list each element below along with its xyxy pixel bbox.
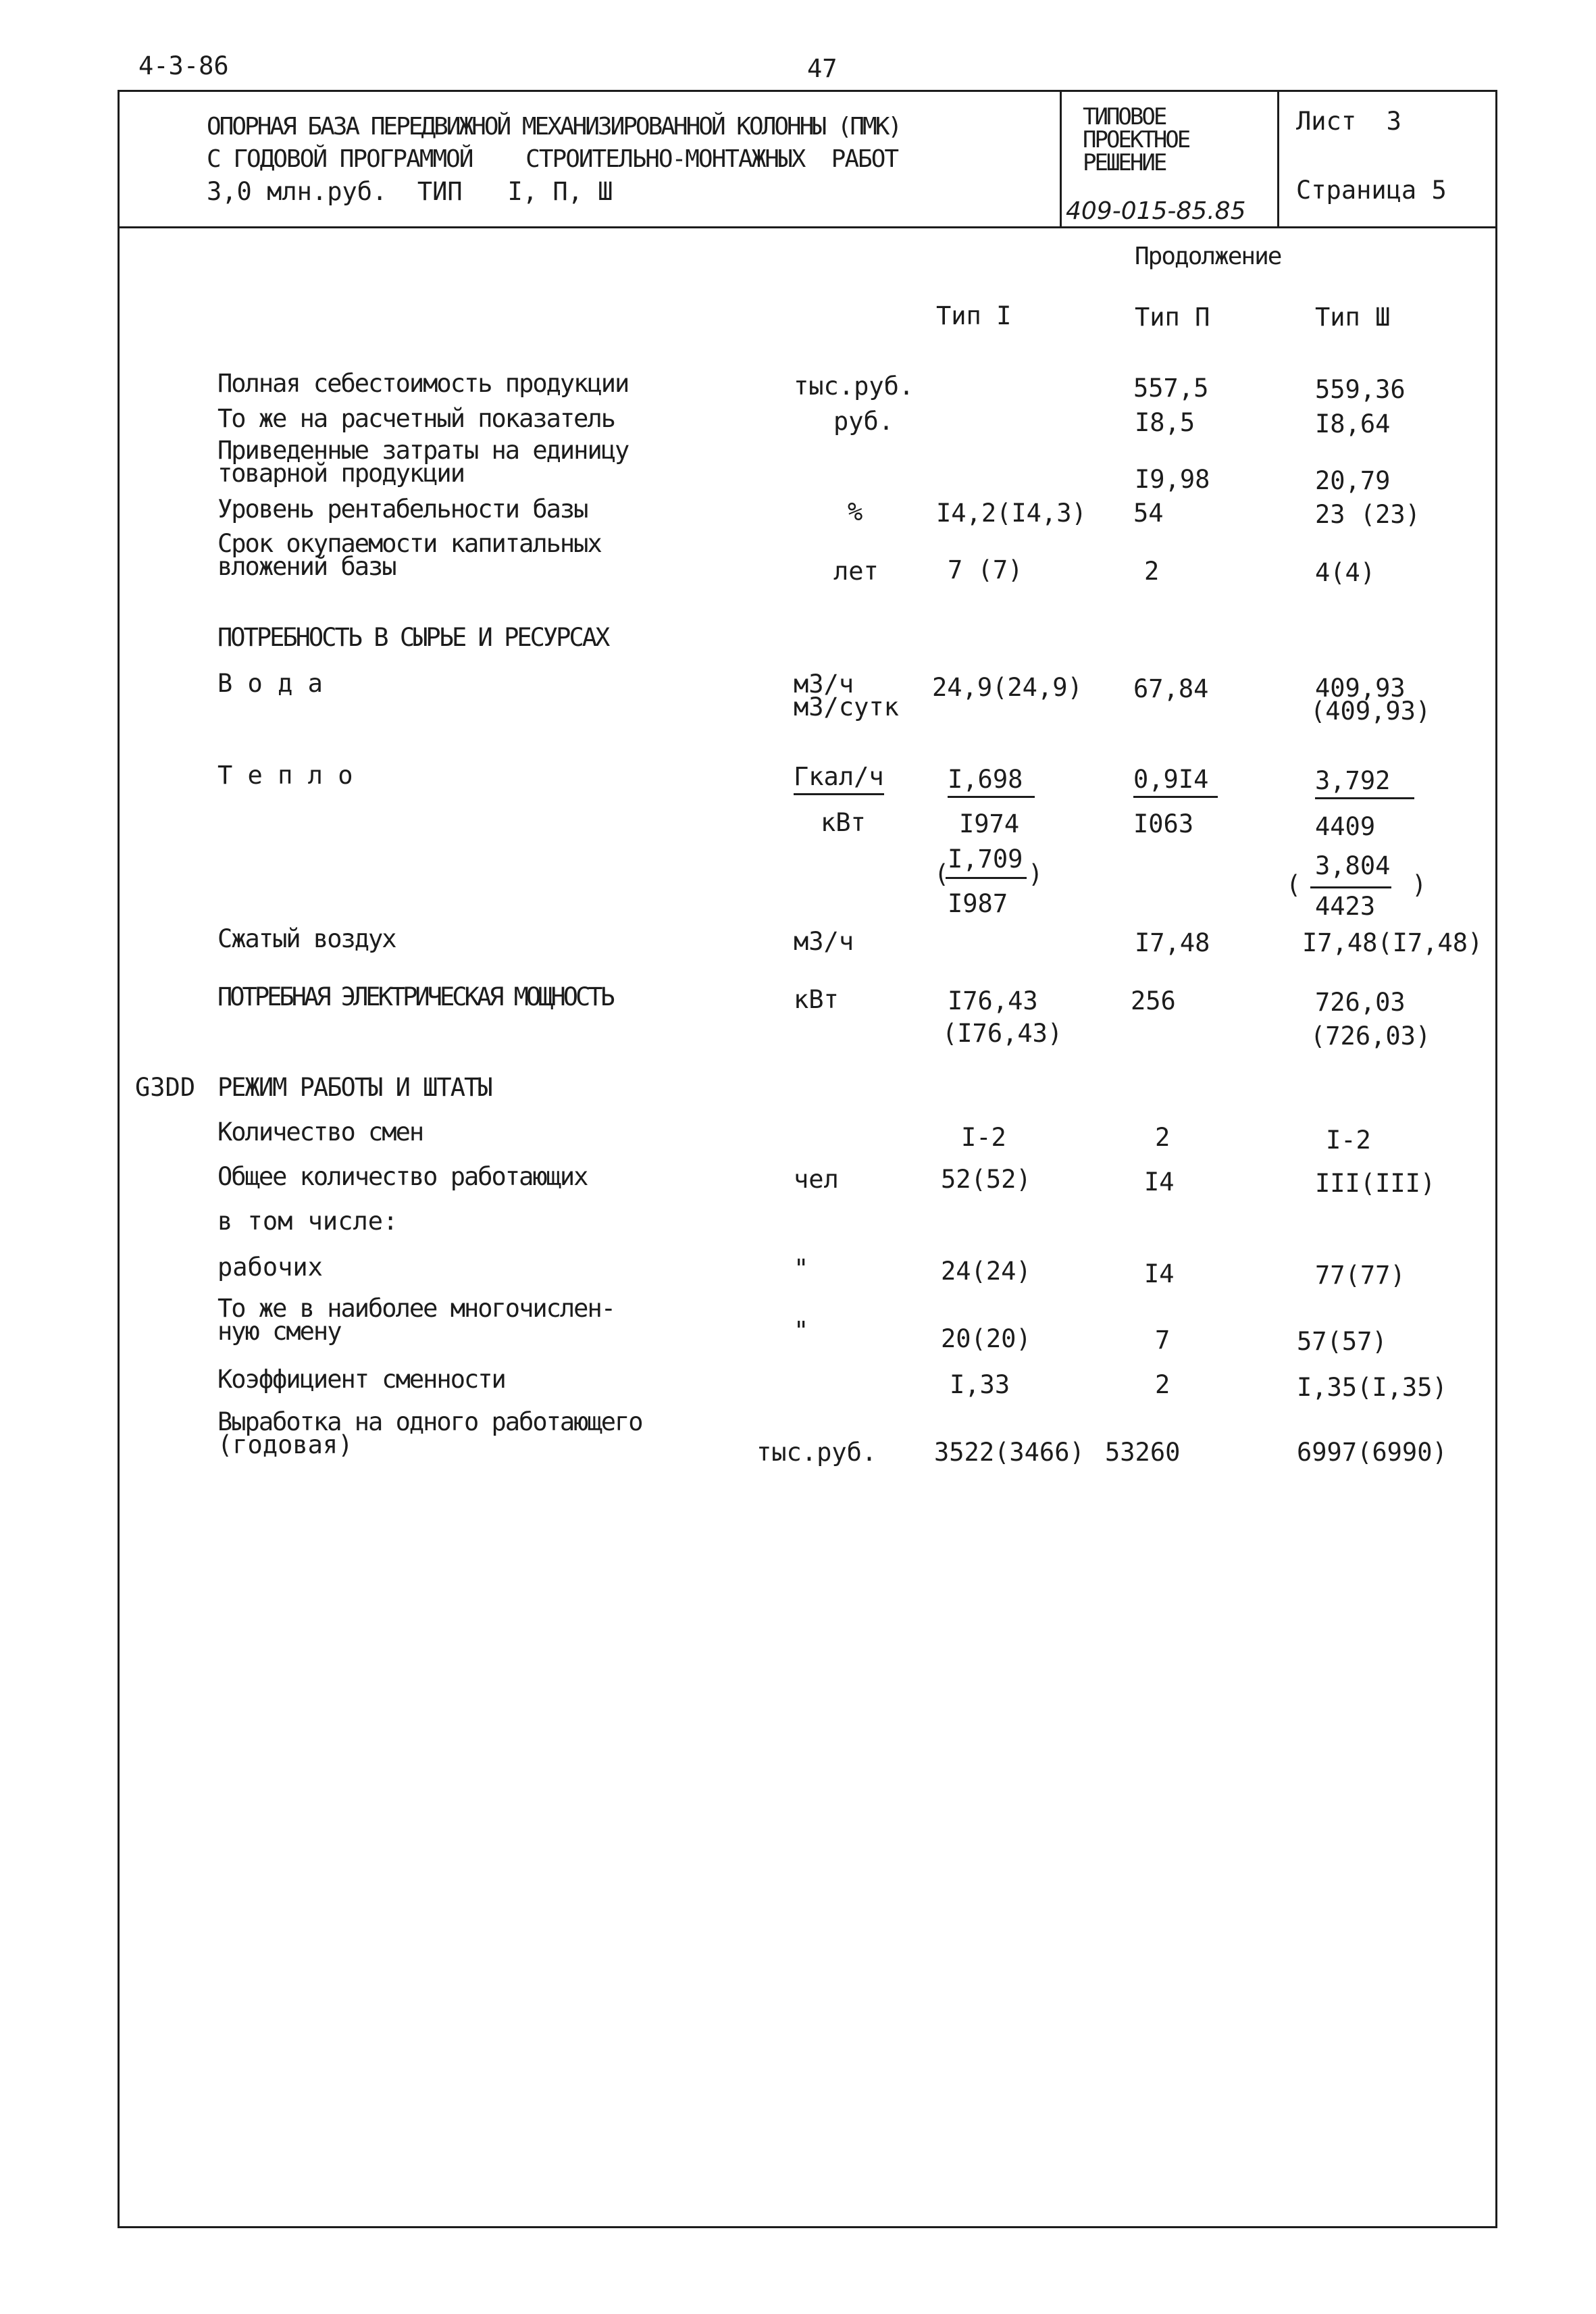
heat-t1-alt-close: ) [1028,859,1044,888]
heat-t1-bottom: I974 [959,809,1020,838]
output-label-2: (годовая) [217,1430,353,1459]
air-label: Сжатый воздух [217,924,396,953]
reduced-costs-label-1: Приведенные затраты на единицу [217,436,629,465]
heat-t2-bottom: I063 [1133,809,1194,838]
heat-t3-alt-top: 3,804 [1315,851,1391,880]
output-label-1: Выработка на одного работающего [217,1407,642,1436]
water-label: В о д а [217,669,323,698]
water-t1: 24,9(24,9) [932,673,1083,702]
header-title-line-2: С ГОДОВОЙ ПРОГРАММОЙ СТРОИТЕЛЬНО-МОНТАЖНЫХ РАБОТ [207,145,898,173]
air-unit: м3/ч [794,927,854,956]
full-cost-t3: 559,36 [1315,375,1406,404]
staff-marker: G3DD [135,1073,196,1102]
page-code: 4-3-86 [138,51,229,80]
header-title-line-1: ОПОРНАЯ БАЗА ПЕРЕДВИЖНОЙ МЕХАНИЗИРОВАННОЙ КОЛОННЫ (ПМК) [207,113,901,141]
heat-unit-bottom: кВт [821,808,866,837]
workers-label: рабочих [217,1253,323,1282]
output-t1: 3522(3466) [934,1438,1085,1467]
column-type-3: Тип Ш [1315,303,1391,332]
full-cost-unit: тыс.руб. [794,372,915,401]
page-number: 47 [807,54,838,83]
total-staff-t2: I4 [1144,1167,1175,1197]
power-t1-2: (I76,43) [942,1019,1063,1048]
total-staff-label: Общее количество работающих [217,1162,588,1191]
column-type-1: Тип I [936,301,1012,330]
resources-heading: ПОТРЕБНОСТЬ В СЫРЬЕ И РЕСУРСАХ [217,623,609,652]
power-t3-2: (726,03) [1310,1022,1431,1051]
shift-coeff-label: Коэффициент сменности [217,1365,505,1394]
payback-label-1: Срок окупаемости капитальных [217,529,601,558]
payback-t3: 4(4) [1315,558,1376,587]
heat-t3-top: 3,792 [1315,768,1414,799]
heat-t2-top: 0,9I4 [1133,766,1218,798]
profitability-t1: I4,2(I4,3) [936,499,1087,528]
largest-shift-t1: 20(20) [941,1324,1031,1353]
heat-t3-bottom: 4409 [1315,812,1376,841]
shifts-label: Количество смен [217,1117,423,1147]
heat-label: Т е п л о [217,761,353,790]
shifts-t1: I-2 [961,1123,1006,1152]
heat-t3-alt-bottom: 4423 [1315,892,1376,921]
per-indicator-t3: I8,64 [1315,409,1391,438]
total-staff-t1: 52(52) [941,1165,1031,1194]
output-t3: 6997(6990) [1297,1438,1447,1467]
reduced-costs-t2: I9,98 [1135,465,1210,494]
heat-t1-alt-top: I,709 [948,845,1023,874]
heat-t1-top: I,698 [948,766,1035,798]
total-staff-t3: III(III) [1315,1169,1436,1198]
output-t2: 53260 [1105,1438,1181,1467]
total-staff-unit: чел [794,1165,839,1194]
reduced-costs-label-2: товарной продукции [217,459,464,488]
largest-shift-t2: 7 [1155,1326,1170,1355]
reduced-costs-t3: 20,79 [1315,466,1391,495]
shift-coeff-t3: I,35(I,35) [1297,1373,1447,1402]
heat-unit-top: Гкал/ч [794,763,884,795]
power-t3-1: 726,03 [1315,988,1406,1017]
power-t2: 256 [1131,986,1176,1015]
largest-shift-t3: 57(57) [1297,1327,1387,1356]
doc-type-line-2: ПРОЕКТНОЕ [1083,126,1189,153]
payback-t2: 2 [1144,557,1160,586]
column-type-2: Тип П [1135,303,1210,332]
power-t1-1: I76,43 [948,986,1038,1015]
air-t2: I7,48 [1135,928,1210,957]
doc-type-line-3: РЕШЕНИЕ [1083,149,1166,176]
output-unit: тыс.руб. [756,1438,877,1467]
continuation-label: Продолжение [1135,243,1281,270]
heat-t3-alt-bar [1310,886,1391,888]
payback-label-2: вложений базы [217,552,396,581]
payback-unit: лет [833,557,879,586]
largest-shift-label-1: То же в наиболее многочислен- [217,1294,615,1323]
sheet-label: Лист 3 [1296,107,1401,136]
shifts-t3: I-2 [1326,1126,1371,1155]
header-title-line-3: 3,0 млн.руб. ТИП I, П, Ш [207,177,613,206]
profitability-t3: 23 (23) [1315,500,1420,529]
header-vline-1 [1060,90,1062,228]
heat-t1-alt-bar [946,877,1027,879]
profitability-label: Уровень рентабельности базы [217,495,588,524]
water-t3-1: 409,93 [1315,674,1406,703]
water-unit-2: м3/сутк [794,693,899,722]
heat-t1-alt-open: ( [934,859,950,888]
heat-t3-alt-open: ( [1286,870,1302,899]
profitability-t2: 54 [1133,499,1164,528]
shift-coeff-t2: 2 [1155,1370,1170,1399]
workers-t1: 24(24) [941,1257,1031,1286]
payback-t1: 7 (7) [948,555,1023,584]
header-divider [118,226,1497,228]
water-unit-1: м3/ч [794,670,854,699]
doc-number: 409-015-85.85 [1066,197,1246,225]
largest-shift-unit: " [794,1316,809,1345]
full-cost-t2: 557,5 [1133,374,1209,403]
power-label: ПОТРЕБНАЯ ЭЛЕКТРИЧЕСКАЯ МОЩНОСТЬ [217,982,613,1011]
power-unit: кВт [794,985,839,1014]
per-indicator-label: То же на расчетный показатель [217,404,615,433]
heat-t3-alt-close: ) [1412,870,1427,899]
per-indicator-t2: I8,5 [1135,408,1195,437]
workers-unit: " [794,1254,809,1283]
including-label: в том числе: [217,1207,398,1236]
shift-coeff-t1: I,33 [950,1370,1010,1399]
water-t2: 67,84 [1133,674,1209,703]
workers-t2: I4 [1144,1259,1175,1288]
heat-t1-alt-bottom: I987 [948,889,1008,918]
shifts-t2: 2 [1155,1123,1170,1152]
full-cost-label: Полная себестоимость продукции [217,369,629,398]
staff-heading: РЕЖИМ РАБОТЫ И ШТАТЫ [217,1073,492,1102]
per-indicator-unit: руб. [833,407,894,436]
page-label: Страница 5 [1296,176,1447,205]
doc-type-line-1: ТИПОВОЕ [1083,103,1166,130]
water-t3-2: (409,93) [1310,697,1431,726]
largest-shift-label-2: ную смену [217,1317,341,1346]
profitability-unit: % [848,497,863,526]
workers-t3: 77(77) [1315,1261,1406,1290]
air-t3: I7,48(I7,48) [1302,928,1483,957]
header-vline-2 [1277,90,1279,228]
